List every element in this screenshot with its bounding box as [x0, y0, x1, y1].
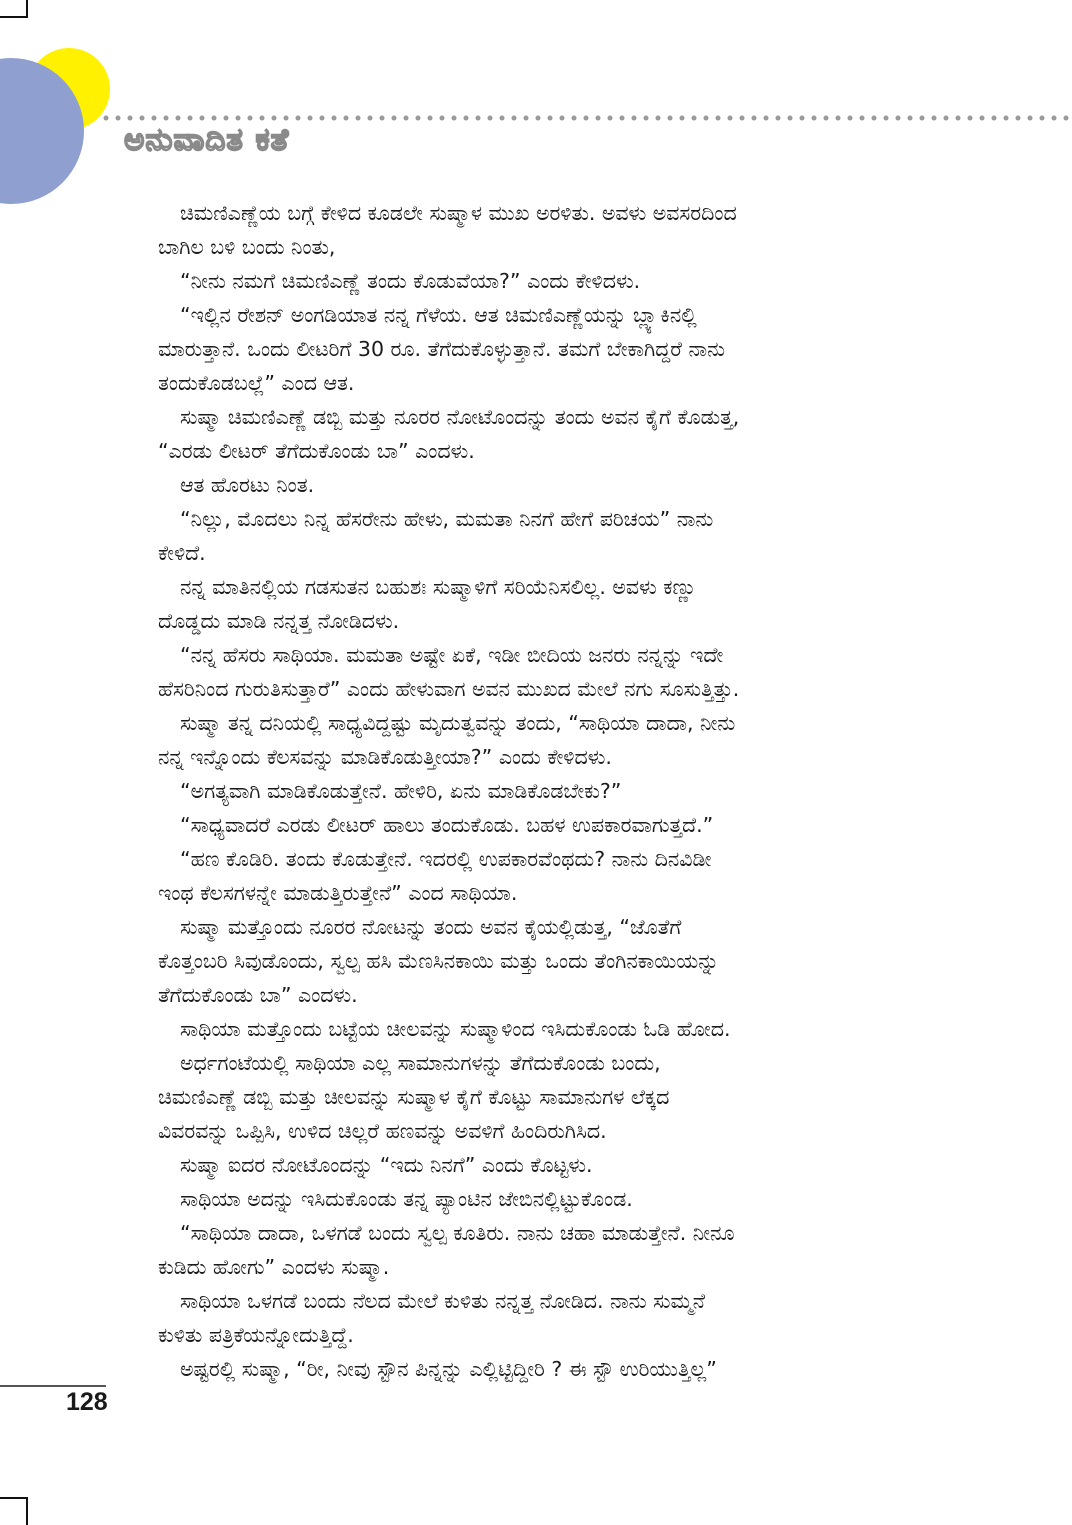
text-line: ಇಂಥ ಕೆಲಸಗಳನ್ನೇ ಮಾಡುತ್ತಿರುತ್ತೇನೆ” ಎಂದ ಸಾಥಿಯಾ. [158, 881, 518, 905]
text-line: ಕುಳಿತು ಪತ್ರಿಕೆಯನ್ನೋದುತ್ತಿದ್ದೆ. [158, 1323, 354, 1347]
text-line: ಹೆಸರಿನಿಂದ ಗುರುತಿಸುತ್ತಾರೆ” ಎಂದು ಹೇಳುವಾಗ ಅವನ ಮುಖದ ಮೇಲೆ ನಗು ಸೂಸುತ್ತಿತ್ತು. [158, 677, 740, 701]
text-line: ಬಾಗಿಲ ಬಳಿ ಬಂದು ನಿಂತು, [158, 235, 336, 259]
text-line: ವಿವರವನ್ನು ಒಪ್ಪಿಸಿ, ಉಳಿದ ಚಿಲ್ಲರೆ ಹಣವನ್ನು ಅವಳಿಗೆ ಹಿಂದಿರುಗಿಸಿದ. [158, 1119, 607, 1143]
page-number-rule [0, 1385, 106, 1387]
text-line: ಅಷ್ಟರಲ್ಲಿ ಸುಷ್ಮಾ, “ರೀ, ನೀವು ಸ್ಟೌನ ಪಿನ್ನನ್ನು ಎಲ್ಲಿಟ್ಟಿದ್ದೀರಿ ? ಈ ಸ್ಟೌ ಉರಿಯುತ್ತಿಲ್ಲ” [180, 1357, 717, 1381]
text-line: ಕೇಳಿದೆ. [158, 541, 206, 565]
text-line: “ಸಾಥಿಯಾ ದಾದಾ, ಒಳಗಡೆ ಬಂದು ಸ್ವಲ್ಪ ಕೂತಿರು. ನಾನು ಚಹಾ ಮಾಡುತ್ತೇನೆ. ನೀನೂ [180, 1221, 735, 1245]
page-number: 128 [66, 1388, 108, 1416]
story-body [158, 196, 918, 1386]
crop-mark-bottom-vertical [26, 1497, 28, 1525]
text-line: ಚಿಮಣಿಎಣ್ಣೆ ಡಬ್ಬಿ ಮತ್ತು ಚೀಲವನ್ನು ಸುಷ್ಮಾಳ ಕೈಗೆ ಕೊಟ್ಟು ಸಾಮಾನುಗಳ ಲೆಕ್ಕದ [158, 1085, 670, 1109]
text-line: ಸುಷ್ಮಾ ತನ್ನ ದನಿಯಲ್ಲಿ ಸಾಧ್ಯವಿದ್ದಷ್ಟು ಮೃದುತ್ವವನ್ನು ತಂದು, “ಸಾಥಿಯಾ ದಾದಾ, ನೀನು [180, 711, 736, 735]
text-line: ಕುಡಿದು ಹೋಗು” ಎಂದಳು ಸುಷ್ಮಾ. [158, 1255, 390, 1279]
text-line: ಮಾರುತ್ತಾನೆ. ಒಂದು ಲೀಟರಿಗೆ 30 ರೂ. ತೆಗೆದುಕೊಳ್ಳುತ್ತಾನೆ. ತಮಗೆ ಬೇಕಾಗಿದ್ದರೆ ನಾನು [158, 337, 726, 361]
text-line: ಚಿಮಣಿಎಣ್ಣೆಯ ಬಗ್ಗೆ ಕೇಳಿದ ಕೂಡಲೇ ಸುಷ್ಮಾಳ ಮುಖ ಅರಳಿತು. ಅವಳು ಅವಸರದಿಂದ [180, 201, 737, 225]
text-line: “ಎರಡು ಲೀಟರ್ ತೆಗೆದುಕೊಂಡು ಬಾ” ಎಂದಳು. [158, 439, 475, 463]
text-line: ಆತ ಹೊರಟು ನಿಂತ. [180, 473, 315, 497]
text-line: “ನಿಲ್ಲು, ಮೊದಲು ನಿನ್ನ ಹೆಸರೇನು ಹೇಳು, ಮಮತಾ ನಿನಗೆ ಹೇಗೆ ಪರಿಚಯ” ನಾನು [180, 507, 714, 531]
text-line: ನನ್ನ ಇನ್ನೊಂದು ಕೆಲಸವನ್ನು ಮಾಡಿಕೊಡುತ್ತೀಯಾ?” ಎಂದು ಕೇಳಿದಳು. [158, 745, 612, 769]
text-line: ಸಾಥಿಯಾ ಅದನ್ನು ಇಸಿದುಕೊಂಡು ತನ್ನ ಪ್ಯಾಂಟಿನ ಜೇಬಿನಲ್ಲಿಟ್ಟುಕೊಂಡ. [180, 1187, 633, 1211]
text-line: “ಇಲ್ಲಿನ ರೇಶನ್ ಅಂಗಡಿಯಾತ ನನ್ನ ಗೆಳೆಯ. ಆತ ಚಿಮಣಿಎಣ್ಣೆಯನ್ನು ಬ್ಲ್ಯಾಕಿನಲ್ಲಿ [180, 303, 697, 327]
text-line: “ನನ್ನ ಹೆಸರು ಸಾಥಿಯಾ. ಮಮತಾ ಅಷ್ಟೇ ಏಕೆ, ಇಡೀ ಬೀದಿಯ ಜನರು ನನ್ನನ್ನು ಇದೇ [180, 643, 724, 667]
text-line: “ನೀನು ನಮಗೆ ಚಿಮಣಿಎಣ್ಣೆ ತಂದು ಕೊಡುವೆಯಾ?” ಎಂದು ಕೇಳಿದಳು. [180, 269, 641, 293]
text-line: ಸಾಥಿಯಾ ಮತ್ತೊಂದು ಬಟ್ಟೆಯ ಚೀಲವನ್ನು ಸುಷ್ಮಾಳಿಂದ ಇಸಿದುಕೊಂಡು ಓಡಿ ಹೋದ. [180, 1017, 731, 1041]
text-line: “ಹಣ ಕೊಡಿರಿ. ತಂದು ಕೊಡುತ್ತೇನೆ. ಇದರಲ್ಲಿ ಉಪಕಾರವೆಂಥದು? ನಾನು ದಿನವಿಡೀ [180, 847, 712, 871]
text-line: ನನ್ನ ಮಾತಿನಲ್ಲಿಯ ಗಡಸುತನ ಬಹುಶಃ ಸುಷ್ಮಾಳಿಗೆ ಸರಿಯೆನಿಸಲಿಲ್ಲ. ಅವಳು ಕಣ್ಣು [180, 575, 697, 599]
text-line: ಅರ್ಧಗಂಟೆಯಲ್ಲಿ ಸಾಥಿಯಾ ಎಲ್ಲ ಸಾಮಾನುಗಳನ್ನು ತೆಗೆದುಕೊಂಡು ಬಂದು, [180, 1051, 661, 1075]
section-title: ಅನುವಾದಿತ ಕತೆ [124, 122, 290, 158]
text-line: ಸಾಥಿಯಾ ಒಳಗಡೆ ಬಂದು ನೆಲದ ಮೇಲೆ ಕುಳಿತು ನನ್ನತ್ತ ನೋಡಿದ. ನಾನು ಸುಮ್ಮನೆ [180, 1289, 706, 1313]
text-line: “ಅಗತ್ಯವಾಗಿ ಮಾಡಿಕೊಡುತ್ತೇನೆ. ಹೇಳಿರಿ, ಏನು ಮಾಡಿಕೊಡಬೇಕು?” [180, 779, 622, 803]
crop-mark-bottom-horizontal [0, 1497, 28, 1499]
text-line: ಸುಷ್ಮಾ ಚಿಮಣಿಎಣ್ಣೆ ಡಬ್ಬಿ ಮತ್ತು ನೂರರ ನೋಟೊಂದನ್ನು ತಂದು ಅವನ ಕೈಗೆ ಕೊಡುತ್ತ, [180, 405, 740, 429]
text-line: ಸುಷ್ಮಾ ಐದರ ನೋಟೊಂದನ್ನು “ಇದು ನಿನಗೆ” ಎಂದು ಕೊಟ್ಟಳು. [180, 1153, 593, 1177]
crop-mark-top-horizontal [0, 16, 28, 18]
text-line: ಸುಷ್ಮಾ ಮತ್ತೊಂದು ನೂರರ ನೋಟನ್ನು ತಂದು ಅವನ ಕೈಯಲ್ಲಿಡುತ್ತ, “ಜೊತೆಗೆ [180, 915, 682, 939]
text-line: ಕೊತ್ತಂಬರಿ ಸಿವುಡೊಂದು, ಸ್ವಲ್ಪ ಹಸಿ ಮೆಣಸಿನಕಾಯಿ ಮತ್ತು ಒಂದು ತೆಂಗಿನಕಾಯಿಯನ್ನು [158, 949, 719, 973]
dotted-rule [100, 114, 1072, 122]
text-line: “ಸಾಧ್ಯವಾದರೆ ಎರಡು ಲೀಟರ್ ಹಾಲು ತಂದುಕೊಡು. ಬಹಳ ಉಪಕಾರವಾಗುತ್ತದೆ.” [180, 813, 714, 837]
text-line: ದೊಡ್ಡದು ಮಾಡಿ ನನ್ನತ್ತ ನೋಡಿದಳು. [158, 609, 400, 633]
text-line: ತೆಗೆದುಕೊಂಡು ಬಾ” ಎಂದಳು. [158, 983, 358, 1007]
text-line: ತಂದುಕೊಡಬಲ್ಲೆ” ಎಂದ ಆತ. [158, 371, 355, 395]
